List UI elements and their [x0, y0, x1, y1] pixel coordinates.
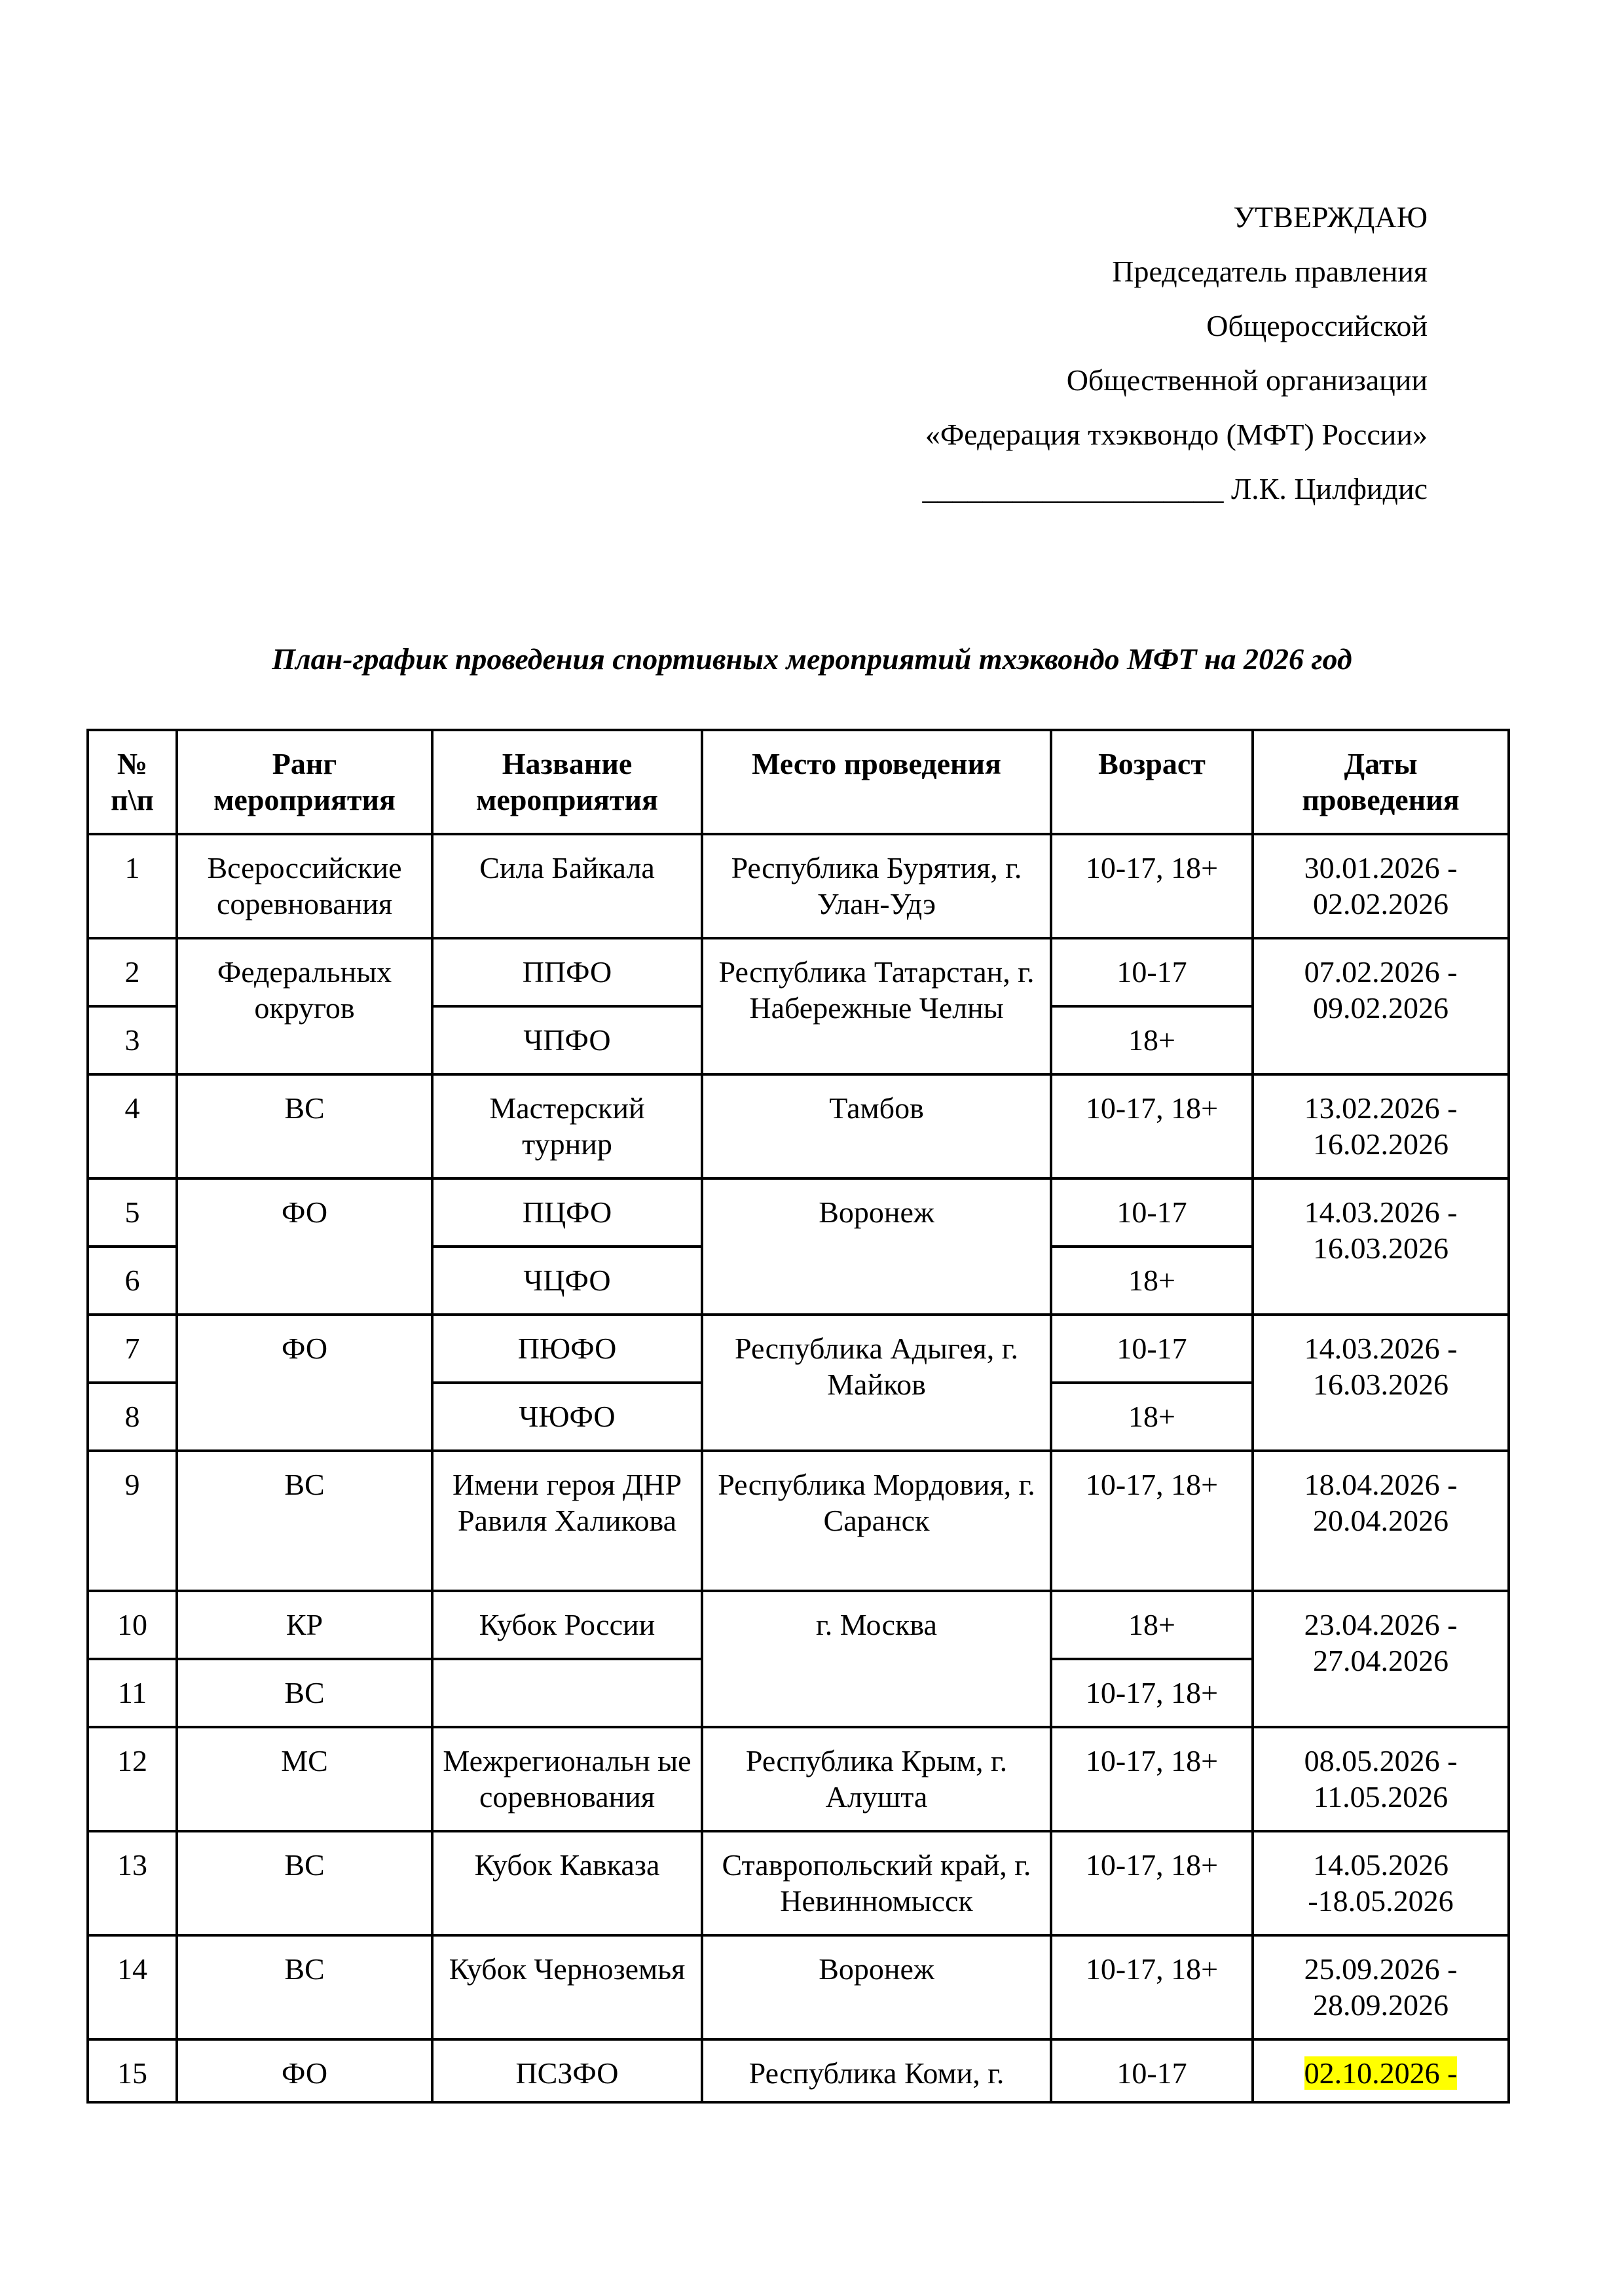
approval-org-line-2: Общественной организации — [1066, 363, 1428, 397]
cell-place: Республика Татарстан, г. Набережные Челны — [702, 938, 1051, 1074]
cell-rank: ФО — [177, 1315, 432, 1451]
approval-position: Председатель правления — [1112, 255, 1428, 288]
cell-rank: ВС — [177, 1074, 432, 1178]
cell-age: 10-17, 18+ — [1051, 1727, 1253, 1831]
cell-rank: КР — [177, 1591, 432, 1659]
cell-age: 10-17 — [1051, 1315, 1253, 1383]
table-row — [88, 2039, 1509, 2102]
table-row — [88, 1831, 1509, 1935]
cell-name — [432, 1659, 702, 1727]
cell-name: Межрегиональн ые соревнования — [432, 1727, 702, 1831]
header-num: № п\п — [88, 730, 177, 834]
cell-name: Кубок Черноземья — [432, 1935, 702, 2039]
cell-age: 10-17, 18+ — [1051, 1074, 1253, 1178]
cell-dates: 25.09.2026 - 28.09.2026 — [1253, 1935, 1509, 2039]
cell-place: Республика Адыгея, г. Майков — [702, 1315, 1051, 1451]
cell-num: 2 — [88, 938, 177, 1006]
cell-rank: МС — [177, 1727, 432, 1831]
cell-name: ПСЗФО — [432, 2039, 702, 2102]
cell-rank: ВС — [177, 1831, 432, 1935]
cell-name: Мастерский турнир — [432, 1074, 702, 1178]
cell-num: 1 — [88, 834, 177, 938]
approval-block — [922, 190, 1428, 516]
cell-num: 7 — [88, 1315, 177, 1383]
approval-heading: УТВЕРЖДАЮ — [1233, 200, 1428, 234]
table-row — [88, 1591, 1509, 1659]
cell-dates: 13.02.2026 - 16.02.2026 — [1253, 1074, 1509, 1178]
approval-org-line-1: Общероссийской — [1206, 309, 1428, 342]
cell-dates — [1253, 2039, 1509, 2102]
table-row — [88, 938, 1509, 1006]
cell-num: 15 — [88, 2039, 177, 2102]
cell-num: 10 — [88, 1591, 177, 1659]
cell-dates: 23.04.2026 - 27.04.2026 — [1253, 1591, 1509, 1727]
cell-name: ЧЦФО — [432, 1247, 702, 1315]
cell-age: 10-17 — [1051, 2039, 1253, 2102]
approval-signature: ____________________ Л.К. Цилфидис — [922, 472, 1428, 505]
cell-age: 10-17, 18+ — [1051, 1451, 1253, 1591]
cell-place: Республика Коми, г. — [702, 2039, 1051, 2102]
cell-age: 18+ — [1051, 1006, 1253, 1074]
cell-num: 13 — [88, 1831, 177, 1935]
cell-age: 10-17, 18+ — [1051, 1831, 1253, 1935]
cell-rank: ВС — [177, 1451, 432, 1591]
cell-age: 10-17 — [1051, 938, 1253, 1006]
table-row — [88, 1178, 1509, 1247]
cell-place: Республика Крым, г. Алушта — [702, 1727, 1051, 1831]
cell-num: 8 — [88, 1383, 177, 1451]
cell-dates: 14.03.2026 - 16.03.2026 — [1253, 1178, 1509, 1315]
highlighted-date: 02.10.2026 - — [1304, 2056, 1458, 2090]
cell-num: 11 — [88, 1659, 177, 1727]
cell-dates: 30.01.2026 - 02.02.2026 — [1253, 834, 1509, 938]
cell-name: Кубок Кавказа — [432, 1831, 702, 1935]
cell-name: Сила Байкала — [432, 834, 702, 938]
approval-org-name: «Федерация тхэквондо (МФТ) России» — [925, 418, 1428, 451]
cell-name: ППФО — [432, 938, 702, 1006]
cell-num: 9 — [88, 1451, 177, 1591]
header-place: Место проведения — [702, 730, 1051, 834]
cell-place: Ставропольский край, г. Невинномысск — [702, 1831, 1051, 1935]
table-header-row — [88, 730, 1509, 834]
cell-dates: 14.03.2026 - 16.03.2026 — [1253, 1315, 1509, 1451]
table-row — [88, 834, 1509, 938]
cell-place: г. Москва — [702, 1591, 1051, 1727]
cell-age: 10-17 — [1051, 1178, 1253, 1247]
cell-name: ПЮФО — [432, 1315, 702, 1383]
schedule-table — [86, 729, 1510, 2104]
cell-place: Тамбов — [702, 1074, 1051, 1178]
cell-dates: 14.05.2026 -18.05.2026 — [1253, 1831, 1509, 1935]
cell-age: 10-17, 18+ — [1051, 1935, 1253, 2039]
cell-age: 10-17, 18+ — [1051, 834, 1253, 938]
cell-age: 18+ — [1051, 1383, 1253, 1451]
cell-num: 5 — [88, 1178, 177, 1247]
cell-num: 3 — [88, 1006, 177, 1074]
cell-name: ПЦФО — [432, 1178, 702, 1247]
cell-rank: ВС — [177, 1935, 432, 2039]
table-row — [88, 1451, 1509, 1591]
cell-place: Республика Мордовия, г. Саранск — [702, 1451, 1051, 1591]
cell-name: Кубок России — [432, 1591, 702, 1659]
cell-dates: 07.02.2026 - 09.02.2026 — [1253, 938, 1509, 1074]
cell-rank: Федеральных округов — [177, 938, 432, 1074]
header-rank: Ранг мероприятия — [177, 730, 432, 834]
cell-name: Имени героя ДНР Равиля Халикова — [432, 1451, 702, 1591]
header-name: Название мероприятия — [432, 730, 702, 834]
cell-rank: Всероссийские соревнования — [177, 834, 432, 938]
table-row — [88, 1935, 1509, 2039]
cell-age: 18+ — [1051, 1247, 1253, 1315]
cell-num: 6 — [88, 1247, 177, 1315]
table-row — [88, 1315, 1509, 1383]
cell-num: 12 — [88, 1727, 177, 1831]
cell-place: Воронеж — [702, 1935, 1051, 2039]
cell-age: 18+ — [1051, 1591, 1253, 1659]
header-age: Возраст — [1051, 730, 1253, 834]
table-row — [88, 1074, 1509, 1178]
cell-rank: ФО — [177, 1178, 432, 1315]
cell-age: 10-17, 18+ — [1051, 1659, 1253, 1727]
cell-num: 14 — [88, 1935, 177, 2039]
cell-rank: ВС — [177, 1659, 432, 1727]
cell-dates: 08.05.2026 - 11.05.2026 — [1253, 1727, 1509, 1831]
cell-place: Воронеж — [702, 1178, 1051, 1315]
cell-place: Республика Бурятия, г. Улан-Удэ — [702, 834, 1051, 938]
cell-dates: 18.04.2026 - 20.04.2026 — [1253, 1451, 1509, 1591]
cell-name: ЧПФО — [432, 1006, 702, 1074]
cell-num: 4 — [88, 1074, 177, 1178]
header-dates: Даты проведения — [1253, 730, 1509, 834]
cell-rank: ФО — [177, 2039, 432, 2102]
document-title: План-график проведения спортивных мероприятий тхэквондо МФТ на 2026 год — [272, 642, 1352, 676]
cell-name: ЧЮФО — [432, 1383, 702, 1451]
table-row — [88, 1727, 1509, 1831]
